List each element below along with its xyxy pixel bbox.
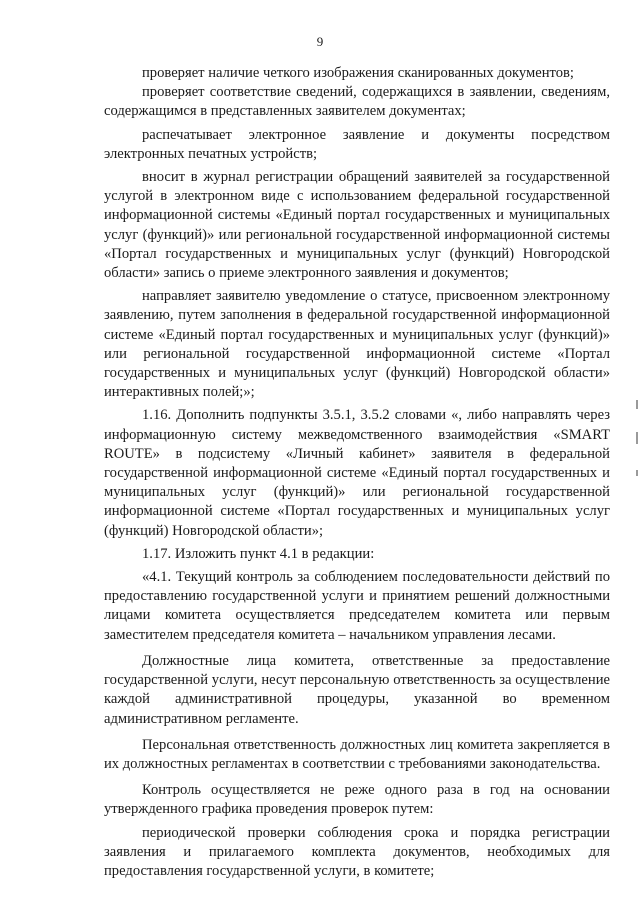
- paragraph-notification: направляет заявителю уведомление о статусе, присвоенном электронному заявлению, путем заполнения в федеральной государственной информационной системе «Единый портал государственных и муниципальных услуг (функций)» или региональной государственной информационной системе «Портал государственных и муниципальных услуг (функций) Новгородской области» интерактивных полей;»;: [104, 288, 610, 401]
- paragraph-control-frequency: Контроль осуществляется не реже одного раза в год на основании утвержденного графика проведения проверок путем:: [104, 782, 610, 818]
- document-body: [104, 64, 610, 881]
- paragraph-check-data: проверяет соответствие сведений, содержащихся в заявлении, сведениям, содержащимся в представленных заявителем документах;: [104, 84, 610, 120]
- paragraph-personal-responsibility: Персональная ответственность должностных лиц комитета закрепляется в их должностных регламентах в соответствии с требованиями законодательства.: [104, 736, 610, 772]
- scan-edge-mark: [636, 432, 638, 444]
- page-number: 9: [316, 34, 324, 49]
- paragraph-journal: вносит в журнал регистрации обращений заявителей за государственной услугой в электронном виде с использованием федеральной государственной информационной системы «Единый портал государственных и муниципальных услуг (функций)» или региональной государственной информационной системы «Портал государственных и муниципальных услуг (функций) Новгородской области» запись о приеме электронного заявления и документов;: [104, 169, 610, 282]
- scan-edge-mark: [636, 400, 638, 409]
- paragraph-1-16: 1.16. Дополнить подпункты 3.5.1, 3.5.2 словами «, либо направлять через информационную систему межведомственного взаимодействия «SMART ROUTE» в подсистему «Личный кабинет» заявителя в федеральной государственной информационной системе «Единый портал государственных и муниципальных услуг (функций)» или региональной государственной информационной системе «Портал государственных и муниципальных услуг (функций) Новгородской области»;: [104, 407, 610, 539]
- paragraph-print: распечатывает электронное заявление и документы посредством электронных печатных устройств;: [104, 126, 610, 162]
- paragraph-check-image: проверяет наличие четкого изображения сканированных документов;: [142, 65, 574, 81]
- paragraph-1-17: 1.17. Изложить пункт 4.1 в редакции:: [142, 545, 375, 562]
- paragraph-responsible-officials: Должностные лица комитета, ответственные за предоставление государственной услуги, несут персональную ответственность за осуществление каждой административной процедуры, указанной во временном административном регламенте.: [104, 652, 610, 727]
- paragraph-periodic-check: периодической проверки соблюдения срока и порядка регистрации заявления и прилагаемого комплекта документов, необходимых для предоставления государственной услуги, в комитете;: [104, 824, 610, 879]
- paragraph-4-1: «4.1. Текущий контроль за соблюдением последовательности действий по предоставлению государственной услуги и принятием решений должностными лицами комитета осуществляется председателем комитета или первым заместителем председателя комитета – начальником управления лесами.: [104, 569, 610, 643]
- scan-edge-mark: [636, 470, 638, 476]
